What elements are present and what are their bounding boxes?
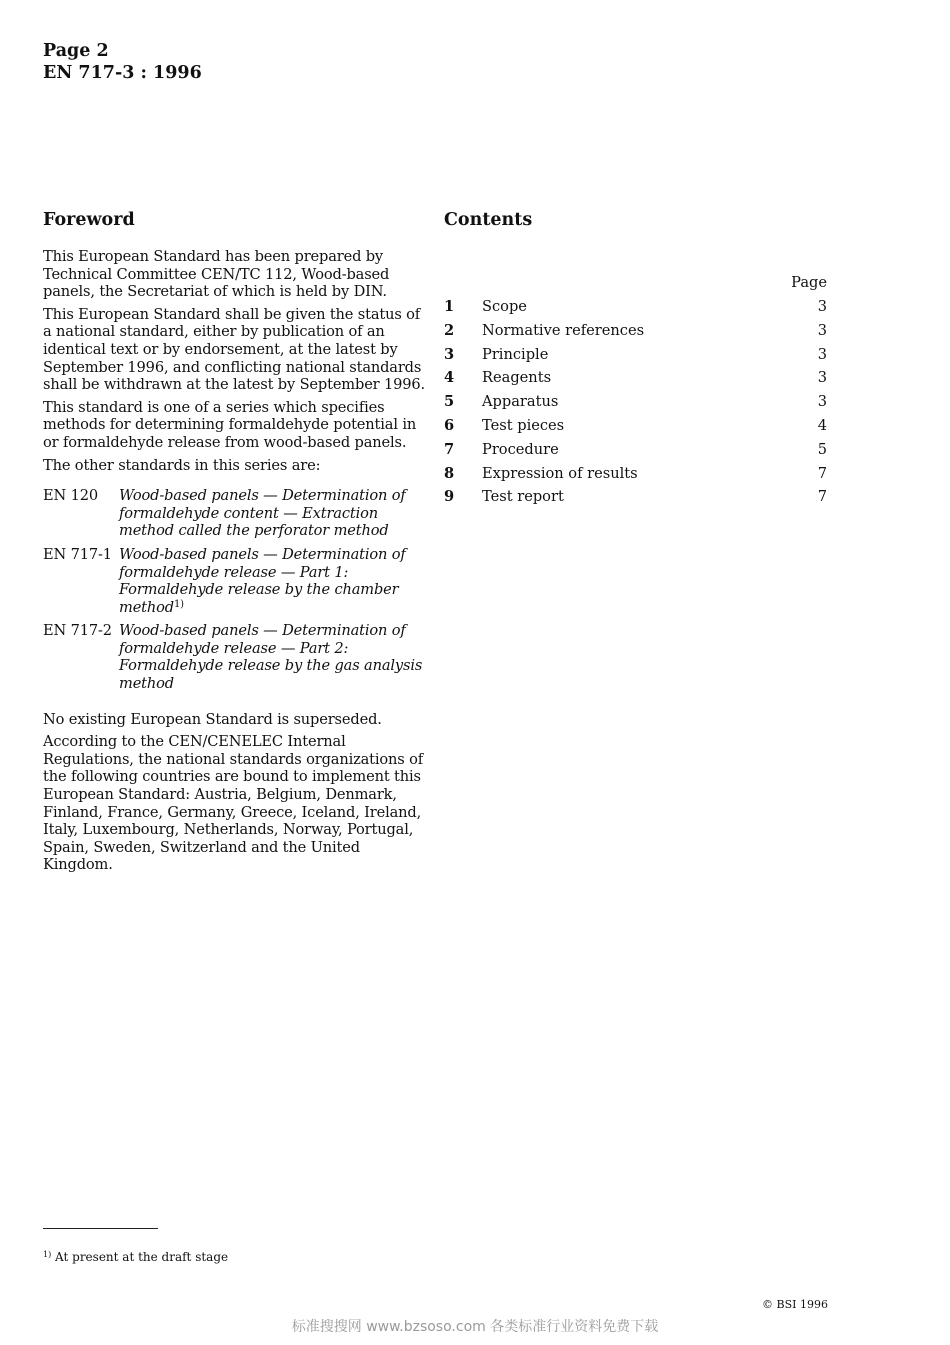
toc-entry (444, 298, 827, 322)
toc-title: Reagents (482, 369, 552, 387)
related-standard (43, 546, 428, 616)
toc-page: 7 (817, 488, 827, 506)
toc-entry (444, 393, 827, 417)
footnote-mark: 1) (43, 1250, 52, 1259)
toc-number: 9 (444, 488, 455, 506)
toc-number: 1 (444, 298, 455, 315)
foreword-paragraph: This standard is one of a series which specifies methods for determining formaldehyde potential in or formaldehyde release from wood-based panels. (43, 398, 417, 451)
toc-page: 3 (817, 393, 827, 411)
toc-entry (444, 369, 827, 393)
related-standard (43, 487, 428, 540)
toc-page: 5 (817, 440, 827, 458)
toc-number: 7 (444, 440, 455, 458)
toc-page: 7 (817, 464, 827, 482)
toc-entry (444, 417, 827, 441)
toc-page: 3 (817, 345, 827, 363)
related-standard (43, 622, 428, 692)
contents-heading: Contents (444, 210, 533, 230)
toc-number: 8 (444, 464, 455, 482)
toc-title: Test pieces (482, 416, 565, 434)
foreword-body (43, 248, 428, 879)
page-number: Page 2 (43, 41, 109, 61)
toc-title: Apparatus (482, 393, 559, 411)
footnote-ref: 1) (173, 598, 184, 610)
toc-number: 2 (444, 321, 455, 339)
toc-entry (444, 346, 827, 370)
toc-number: 6 (444, 416, 455, 434)
foreword-paragraph: According to the CEN/CENELEC Internal Regulations, the national standards organizations of the following countries are bound to implement this European Standard: Austria, Belgium, Denmark, Finland, France, Germany, Greece, Iceland, Ireland, Italy, Luxembourg, Netherlands, Norway, Portugal, Spain, Sweden, Switzerland and the United Kingdom. (43, 733, 424, 874)
toc-title: Expression of results (482, 464, 638, 482)
foreword-paragraph: This European Standard shall be given the status of a national standard, either by publication of an identical text or by endorsement, at the latest by September 1996, and conflicting national standards shall be withdrawn at the latest by September 1996. (43, 305, 426, 394)
toc-title: Procedure (482, 440, 559, 458)
toc-entry (444, 441, 827, 465)
standard-code: EN 717-2 (43, 622, 112, 640)
foreword-paragraph: The other standards in this series are: (43, 456, 321, 474)
toc-entry (444, 488, 827, 512)
table-of-contents (444, 274, 827, 512)
toc-title: Normative references (482, 321, 645, 339)
toc-title: Scope (482, 298, 527, 315)
toc-page: 3 (817, 369, 827, 387)
copyright-notice: © BSI 1996 (762, 1298, 828, 1311)
toc-number: 3 (444, 345, 455, 363)
toc-title: Test report (482, 488, 564, 506)
page-column-label: Page (791, 274, 827, 291)
standard-code: EN 717-1 (43, 545, 112, 563)
related-standards-list (43, 487, 428, 693)
standard-id: EN 717-3 : 1996 (43, 63, 202, 83)
toc-number: 5 (444, 393, 455, 411)
toc-number: 4 (444, 369, 455, 387)
toc-page: 4 (817, 416, 827, 434)
standard-code: EN 120 (43, 487, 99, 505)
toc-page: 3 (817, 298, 827, 315)
watermark-text: 标准搜搜网 www.bzsoso.com 各类标准行业资料免费下载 (291, 1319, 659, 1335)
standard-title-block (119, 546, 428, 616)
page-header (43, 40, 202, 84)
toc-title: Principle (482, 345, 549, 363)
foreword-paragraph: This European Standard has been prepared by Technical Committee CEN/TC 112, Wood-based panels, the Secretariat of which is held by DIN. (43, 248, 390, 301)
foreword-paragraph: No existing European Standard is superseded. (43, 710, 382, 728)
footnote-text: At present at the draft stage (55, 1250, 229, 1264)
toc-entry (444, 322, 827, 346)
standard-title: Wood-based panels — Determination of formaldehyde release — Part 1: Formaldehyde release by the chamber method (119, 545, 406, 616)
footnote-divider (43, 1228, 158, 1229)
standard-title: Wood-based panels — Determination of formaldehyde release — Part 2: Formaldehyde release by the gas analysis method (119, 622, 423, 693)
toc-page: 3 (817, 321, 827, 339)
standard-title: Wood-based panels — Determination of formaldehyde content — Extraction method called the perforator method (119, 487, 406, 540)
toc-entry (444, 465, 827, 489)
foreword-heading: Foreword (43, 210, 135, 230)
footnote (43, 1250, 228, 1264)
